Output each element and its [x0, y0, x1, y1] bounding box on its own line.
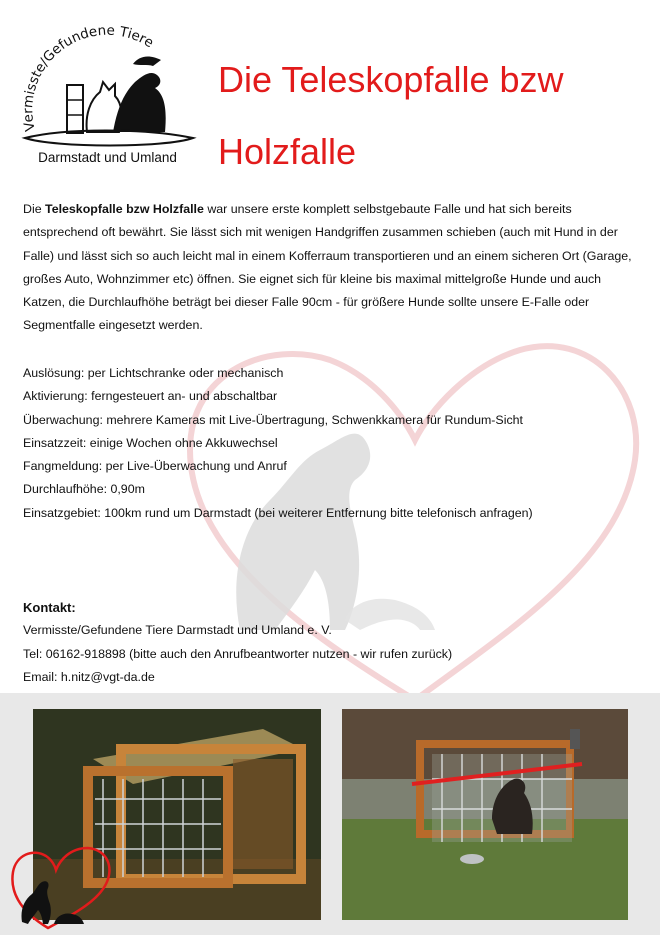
- contact-heading: Kontakt:: [23, 600, 76, 615]
- spec-item: Einsatzzeit: einige Wochen ohne Akkuwechsel: [23, 435, 278, 450]
- spec-list: [23, 362, 645, 525]
- intro-paragraph: [23, 198, 645, 338]
- spec-item: Einsatzgebiet: 100km rund um Darmstadt (bei weiterer Entfernung bitte telefonisch anfragen): [23, 505, 533, 520]
- contact-organization: Vermisste/Gefundene Tiere Darmstadt und Umland e. V.: [23, 623, 332, 638]
- logo-arc-text: Vermisste/Gefundene Tiere: [20, 22, 157, 133]
- spec-item: Überwachung: mehrere Kameras mit Live-Übertragung, Schwenkkamera für Rundum-Sicht: [23, 412, 523, 427]
- intro-prefix: Die: [23, 202, 46, 216]
- contact-email: Email: h.nitz@vgt-da.de: [23, 669, 155, 684]
- spec-item: Durchlaufhöhe: 0,90m: [23, 482, 145, 497]
- spec-item: Fangmeldung: per Live-Überwachung und Anruf: [23, 459, 287, 474]
- wooden-trap-photo-2: [342, 709, 628, 920]
- spec-item: Auslösung: per Lichtschranke oder mechanisch: [23, 366, 284, 380]
- spec-item: Aktivierung: ferngesteuert an- und abschaltbar: [23, 389, 278, 404]
- logo-bottom-text: Darmstadt und Umland: [38, 150, 177, 165]
- contact-telephone: Tel: 06162-918898 (bitte auch den Anrufbeantworter nutzen - wir rufen zurück): [23, 646, 453, 661]
- intro-bold-name: Teleskopfalle bzw Holzfalle: [45, 202, 204, 216]
- trap-with-dog-image-icon: [342, 709, 628, 920]
- contact-block: [23, 596, 645, 689]
- intro-text: war unsere erste komplett selbstgebaute Falle und hat sich bereits entsprechend oft bewährt. Sie lässt sich mit wenigen Handgriffen zusammen schieben (auch mit Hund in der Falle) und lässt sich so auch leicht mal in einem Kofferraum transportieren und an einem sicheren Ort (Garage, großes Auto, Wohnzimmer etc) öffnen. Sie eignet sich für kleine bis maximal mittelgroße Hunde und auch Katzen, die Durchlaufhöhe beträgt bei dieser Falle 90cm - für größere Hunde sollte unsere E-Falle oder Segmentfalle eingesetzt werden.: [23, 202, 632, 333]
- heart-dog-puppy-badge-icon: [8, 840, 118, 930]
- page-title-line-2: Holzfalle: [218, 131, 357, 172]
- organization-logo-icon: [15, 20, 200, 170]
- page-title-line-1: Die Teleskopfalle bzw: [218, 59, 564, 100]
